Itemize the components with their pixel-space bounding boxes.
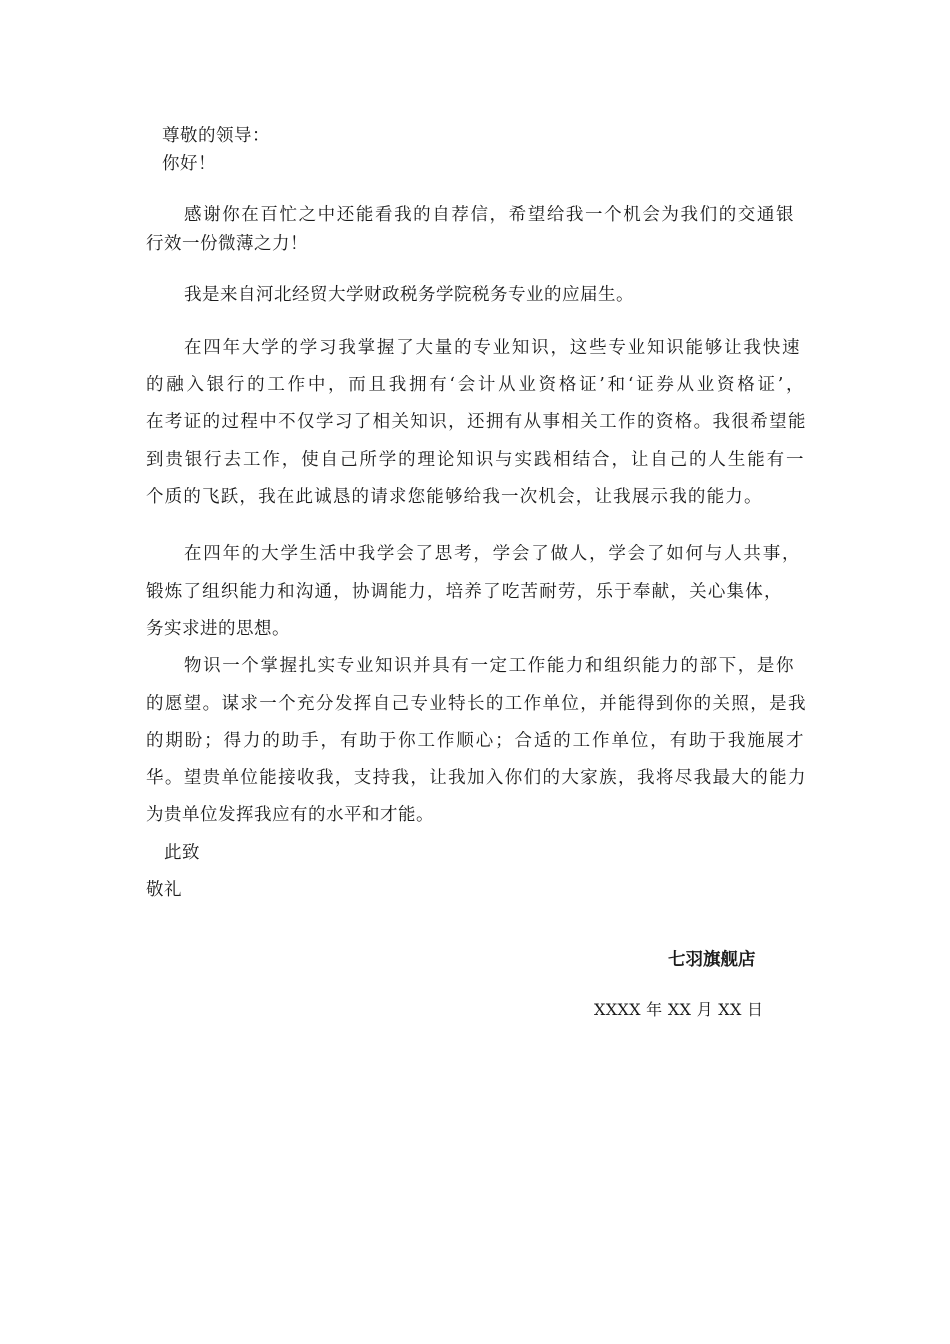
signature-date: XXXX 年 XX 月 XX 日	[594, 1000, 764, 1019]
paragraph-2-line-1: 我是来自河北经贸大学财政税务学院税务专业的应届生。	[184, 285, 634, 305]
paragraph-5-line-3: 的期盼；得力的助手，有助于你工作顺心；合适的工作单位，有助于我施展才	[146, 731, 804, 751]
paragraph-5-line-1: 物识一个掌握扎实专业知识并具有一定工作能力和组织能力的部下，是你	[184, 656, 794, 676]
paragraph-3-line-5: 个质的飞跃，我在此诚恳的请求您能够给我一次机会，让我展示我的能力。	[146, 487, 762, 507]
paragraph-4-line-3: 务实求进的思想。	[146, 619, 290, 639]
paragraph-3-line-2: 的融入银行的工作中，而且我拥有‘会计从业资格证’和‘证券从业资格证’，	[146, 375, 804, 395]
closing-cizhi: 此致	[164, 843, 200, 863]
paragraph-5-line-2: 的愿望。谋求一个充分发挥自己专业特长的工作单位，并能得到你的关照，是我	[146, 694, 806, 714]
paragraph-4-line-2: 锻炼了组织能力和沟通，协调能力，培养了吃苦耐劳，乐于奉献，关心集体，	[146, 582, 782, 602]
signature-store-name: 七羽旗舰店	[668, 950, 756, 970]
paragraph-5-line-4: 华。望贵单位能接收我，支持我，让我加入你们的大家族，我将尽我最大的能力	[146, 768, 806, 788]
paragraph-3-line-1: 在四年大学的学习我掌握了大量的专业知识，这些专业知识能够让我快速	[184, 338, 800, 358]
closing-jingli: 敬礼	[146, 880, 182, 900]
paragraph-1-line-2: 行效一份微薄之力！	[146, 234, 308, 254]
paragraph-3-line-3: 在考证的过程中不仅学习了相关知识，还拥有从事相关工作的资格。我很希望能	[146, 412, 806, 432]
paragraph-4-line-1: 在四年的大学生活中我学会了思考，学会了做人，学会了如何与人共事，	[184, 544, 800, 564]
paragraph-3-line-4: 到贵银行去工作，使自己所学的理论知识与实践相结合，让自己的人生能有一	[146, 450, 804, 470]
paragraph-1-line-1: 感谢你在百忙之中还能看我的自荐信，希望给我一个机会为我们的交通银	[184, 205, 794, 225]
salutation: 尊敬的领导：	[162, 126, 270, 146]
greeting: 你好！	[162, 154, 216, 174]
paragraph-5-line-5: 为贵单位发挥我应有的水平和才能。	[146, 805, 434, 825]
